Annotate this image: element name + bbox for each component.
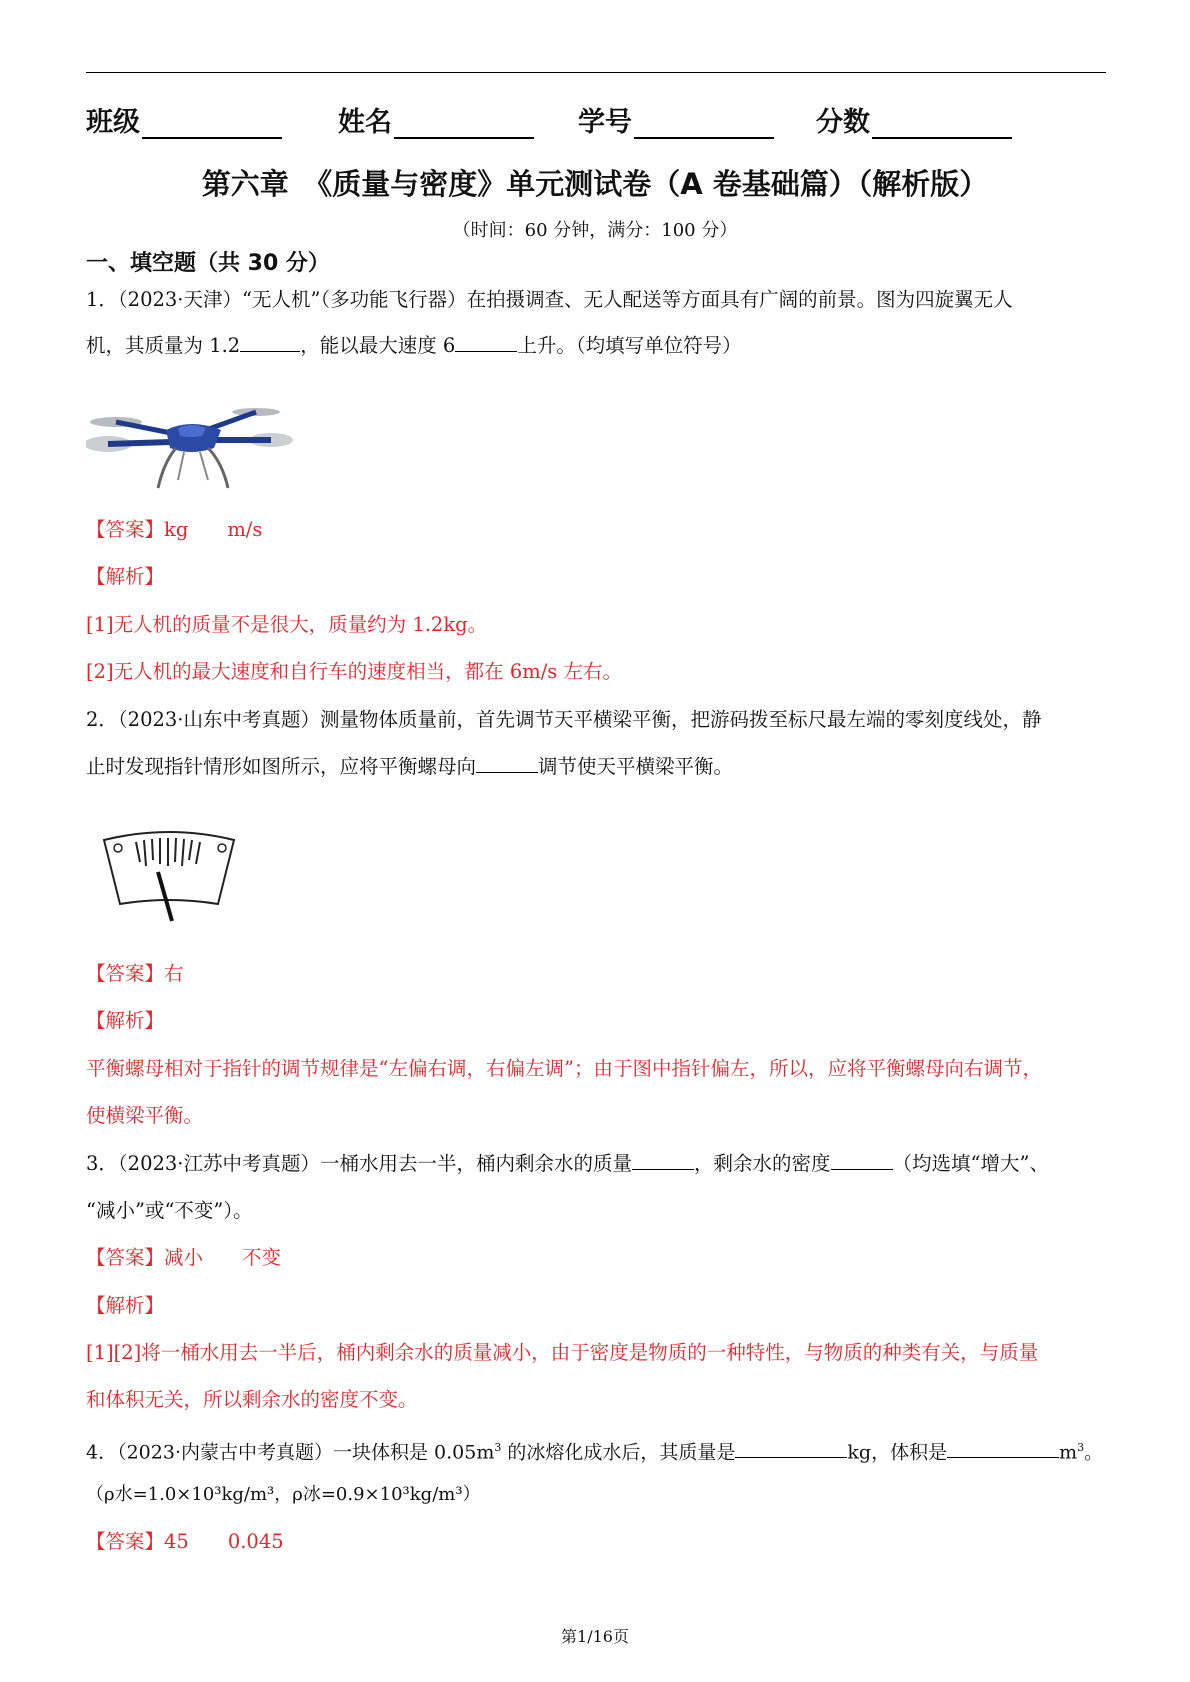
q3-text-line1: 3．（2023·江苏中考真题）一桶水用去一半，桶内剩余水的质量 ，剩余水的密度 （均选填“增大”、 [86,1140,1108,1187]
drone-image [86,400,296,492]
q3-blank-1[interactable] [632,1149,694,1170]
q3-analysis-label: 【解析】 [86,1294,165,1317]
q4-text-line1: 4．（2023·内蒙古中考真题）一块体积是 $0.05m^3$ 的冰熔化成水后，其质量是 kg，体积是 $m^3$。 [86,1424,1108,1476]
q3-blank-2[interactable] [831,1149,893,1170]
q4-text-line2: （ρ水=1.0×10³kg/m³，ρ冰=0.9×10³kg/m³） [86,1484,481,1505]
student-id-field[interactable]: 学号 [578,100,774,139]
q1-answer: 【答案】kg m/s [86,518,263,541]
section-heading: 一、填空题（共 30 分） [86,251,330,276]
q2-answer: 【答案】右 [86,962,184,985]
class-field[interactable]: 班级 [86,100,282,139]
student-info-row [86,100,1106,140]
q2-analysis-2: 使横梁平衡。 [86,1104,204,1127]
q2-text-line2: 止时发现指针情形如图所示，应将平衡螺母向 调节使天平横梁平衡。 [86,743,1108,790]
balance-pointer-image [100,826,238,922]
page-subtitle: （时间：60 分钟，满分：100 分） [452,220,738,241]
q2-analysis-1: 平衡螺母相对于指针的调节规律是“左偏右调，右偏左调”；由于图中指针偏左，所以，应将平衡螺母向右调节， [86,1057,1042,1080]
page-number: 第1/16页 [561,1627,629,1646]
q1-blank-2[interactable] [455,331,517,352]
q1-analysis-label: 【解析】 [86,565,165,588]
page-title: 第六章 《质量与密度》单元测试卷（A 卷基础篇）（解析版） [201,167,989,201]
name-field[interactable]: 姓名 [338,100,534,139]
q3-analysis-1: [1][2]将一桶水用去一半后，桶内剩余水的质量减小，由于密度是物质的一种特性，与物质的种类有关，与质量 [86,1341,1039,1364]
q1-text-line2: 机，其质量为 1.2 ，能以最大速度 6 上升。（均填写单位符号） [86,322,1108,369]
q2-text-line1: 2．（2023·山东中考真题）测量物体质量前，首先调节天平横梁平衡，把游码拨至标尺最左端的零刻度线处，静 [86,708,1042,731]
q2-blank-1[interactable] [476,752,538,773]
score-field[interactable]: 分数 [816,100,1012,139]
q1-text-line1: 1．（2023·天津）“无人机”（多功能飞行器）在拍摄调查、无人配送等方面具有广阔的前景。图为四旋翼无人 [86,288,1013,311]
q3-answer: 【答案】减小 不变 [86,1246,282,1269]
q1-analysis-2: [2]无人机的最大速度和自行车的速度相当，都在 6m/s 左右。 [86,660,622,683]
q3-text-line2: “减小”或“不变”）。 [86,1199,253,1222]
top-rule [86,72,1106,73]
q1-analysis-1: [1]无人机的质量不是很大，质量约为 1.2kg。 [86,613,488,636]
q4-blank-2[interactable] [947,1437,1059,1458]
q4-answer: 【答案】45 0.045 [86,1530,284,1553]
q3-analysis-2: 和体积无关，所以剩余水的密度不变。 [86,1388,418,1411]
q1-blank-1[interactable] [240,331,300,352]
q4-blank-1[interactable] [735,1437,847,1458]
q2-analysis-label: 【解析】 [86,1009,165,1032]
